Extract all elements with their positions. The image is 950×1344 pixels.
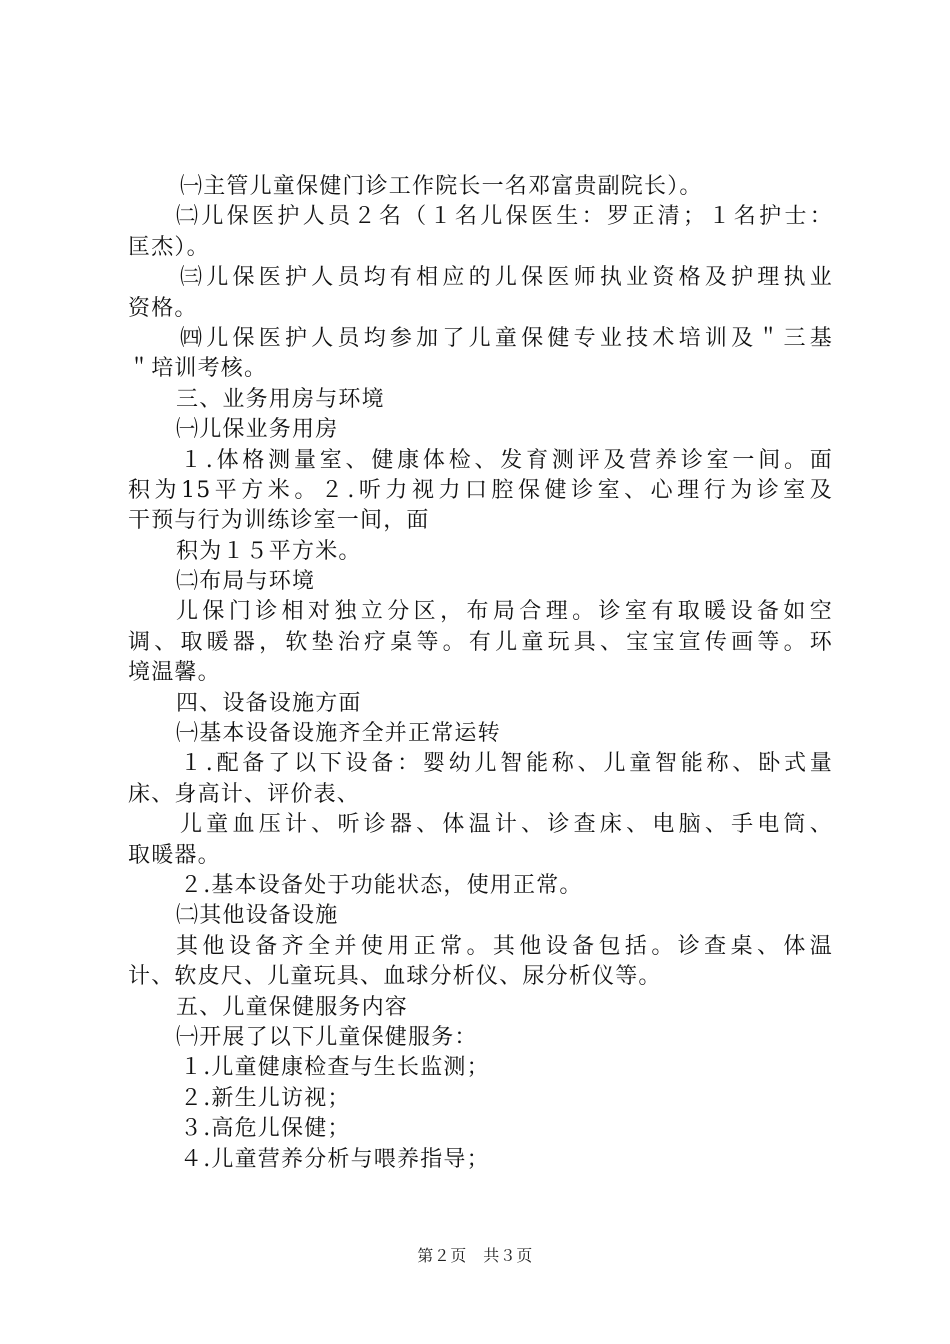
section-heading: 三、业务用房与环境	[176, 386, 385, 412]
text-line: 调、取暖器，软垫治疗桌等。有儿童玩具、宝宝宣传画等。环	[128, 629, 833, 655]
text-line: ㈠主管儿童保健门诊工作院长一名邓富贵副院长）。	[180, 174, 703, 199]
text-line: 儿童血压计、听诊器、体温计、诊查床、电脑、手电筒、	[180, 812, 833, 838]
text-line: 其他设备齐全并使用正常。其他设备包括。诊查桌、体温	[176, 933, 833, 959]
text-line: ㈢儿保医护人员均有相应的儿保医师执业资格及护理执业	[180, 265, 833, 291]
section-heading: 四、设备设施方面	[176, 690, 362, 716]
text-line: 匡杰）。	[128, 234, 210, 260]
subsection-heading: ㈡布局与环境	[176, 569, 316, 595]
list-item: １.儿童健康检查与生长监测；	[180, 1055, 490, 1081]
text-line: 计、软皮尺、儿童玩具、血球分析仪、尿分析仪等。	[128, 964, 662, 990]
list-item: ４.儿童营养分析与喂养指导；	[180, 1146, 490, 1172]
subsection-heading: ㈠基本设备设施齐全并正常运转	[176, 721, 501, 747]
section-heading: 五、儿童保健服务内容	[176, 994, 409, 1020]
list-item: ３.高危儿保健；	[180, 1116, 351, 1142]
text-line: 境温馨。	[128, 660, 221, 686]
text-line: 取暖器。	[128, 842, 221, 868]
page-footer	[0, 1243, 950, 1266]
text-line: 干预与行为训练诊室一间，面	[128, 508, 430, 534]
subsection-heading: ㈠开展了以下儿童保健服务：	[176, 1024, 478, 1050]
text-line: 儿保门诊相对独立分区，布局合理。诊室有取暖设备如空	[176, 599, 833, 625]
text-line: 积为１５平方米。	[176, 538, 362, 564]
text-line: １.配备了以下设备：婴幼儿智能称、儿童智能称、卧式量	[180, 751, 833, 777]
subsection-heading: ㈡其他设备设施	[176, 903, 339, 929]
text-line: ㈣儿保医护人员均参加了儿童保健专业技术培训及＂三基	[180, 325, 833, 351]
text-line: ＂培训考核。	[128, 356, 268, 382]
text-line: ２.基本设备处于功能状态，使用正常。	[180, 872, 583, 898]
document-body	[128, 172, 833, 1175]
text-line: 床、身高计、评价表、	[128, 781, 361, 807]
subsection-heading: ㈠儿保业务用房	[176, 417, 339, 443]
text-line: １.体格测量室、健康体检、发育测评及营养诊室一间。面	[180, 447, 833, 473]
text-line: 资格。	[128, 295, 198, 321]
text-line: ㈡儿保医护人员２名（１名儿保医生：罗正清；１名护士：	[176, 204, 833, 230]
text-line: 积为15平方米。２.听力视力口腔保健诊室、心理行为诊室及	[128, 477, 833, 503]
list-item: ２.新生儿访视；	[180, 1085, 351, 1111]
page-number-label: 第２页 共３页	[417, 1246, 533, 1265]
